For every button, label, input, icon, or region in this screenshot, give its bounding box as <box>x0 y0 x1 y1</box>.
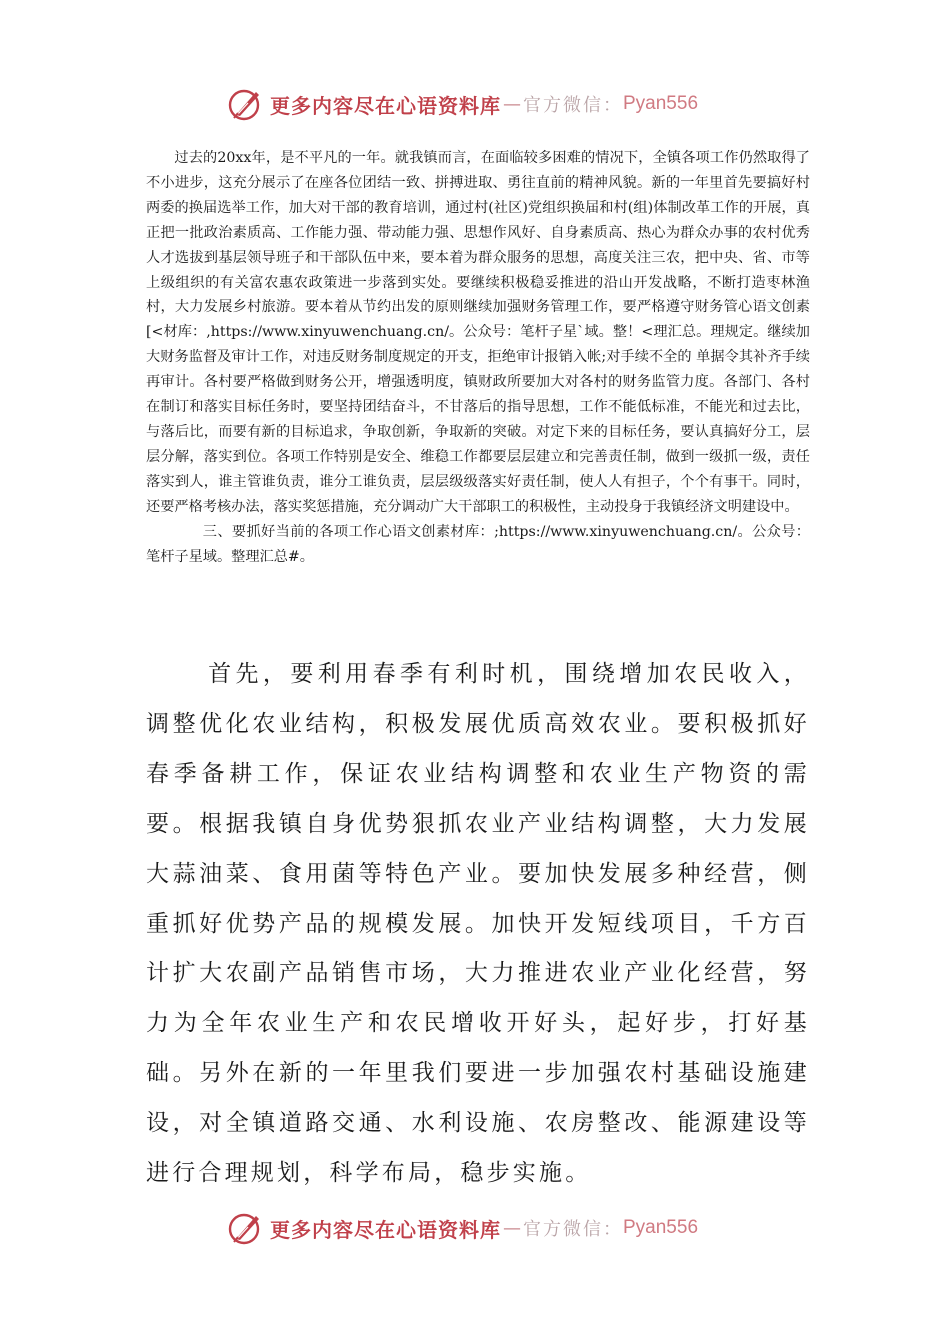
header-watermark-banner <box>226 84 746 124</box>
banner-site-name: 更多内容尽在心语资料库 <box>270 1217 501 1242</box>
banner-wechat-id: Pyan556 <box>623 93 699 114</box>
banner-wechat-label: 官方微信： <box>523 95 623 116</box>
section-heading-3: 三、要抓好当前的各项工作心语文创素材库：;https://www.xinyuwenchuang.cn/。公众号：笔杆子星域。整理汇总#。 <box>146 523 810 565</box>
small-text-body <box>146 146 810 569</box>
banner-dash: — <box>503 93 521 115</box>
paragraph-agriculture: 首先，要利用春季有利时机，围绕增加农民收入，调整优化农业结构，积极发展优质高效农业。要积极抓好春季备耕工作，保证农业结构调整和农业生产物资的需要。根据我镇自身优势狠抓农业产业结构调整，大力发展大蒜油菜、食用菌等特色产业。要加快发展多种经营，侧重抓好优势产品的规模发展。加快开发短线项目，千方百计扩大农副产品销售市场，大力推进农业产业化经营，努力为全年农业生产和农民增收开好头，起好步，打好基础。另外在新的一年里我们要进一步加强农村基础设施建设，对全镇道路交通、水利设施、农房整改、能源建设等进行合理规划，科学布局，稳步实施。 <box>146 661 810 1187</box>
quill-logo-icon <box>226 1208 266 1248</box>
banner-dash: — <box>503 1217 521 1239</box>
banner-wechat-label: 官方微信： <box>523 1219 623 1240</box>
footer-watermark-banner <box>226 1208 746 1248</box>
banner-wechat-id: Pyan556 <box>623 1217 699 1238</box>
paragraph-review: 过去的20xx年，是不平凡的一年。就我镇而言，在面临较多困难的情况下，全镇各项工作仍然取得了不小进步，这充分展示了在座各位团结一致、拼搏进取、勇往直前的精神风貌。新的一年里首先要搞好村两委的换届选举工作，加大对干部的教育培训，通过村(社区)党组织换届和村(组)体制改革工作的开展，真正把一批政治素质高、工作能力强、带动能力强、思想作风好、自身素质高、热心为群众办事的农村优秀人才选拔到基层领导班子和干部队伍中来，要本着为群众服务的思想，高度关注三农，把中央、省、市等上级组织的有关富农惠农政策进一步落到实处。要继续积极稳妥推进的沿山开发战略，不断打造枣林渔村，大力发展乡村旅游。要本着从节约出发的原则继续加强财务管理工作，要严格遵守财务管心语文创素[<材库：,https://www.xinyuwenchuang.cn/。公众号：笔杆子星`域。整！<理汇总。理规定。继续加大财务监督及审计工作，对违反财务制度规定的开支，拒绝审计报销入帐;对手续不全的 单据令其补齐手续再审计。各村要严格做到财务公开，增强透明度，镇财政所要加大对各村的财务监管力度。各部门、各村在制订和落实目标任务时，要坚持团结奋斗，不甘落后的指导思想，工作不能低标准，不能光和过去比，与落后比，而要有新的目标追求，争取创新，争取新的突破。对定下来的目标任务，要认真搞好分工，层层分解，落实到位。各项工作特别是安全、维稳工作都要层层建立和完善责任制，做到一级抓一级，责任落实到人，谁主管谁负责，谁分工谁负责，层层级级落实好责任制，使人人有担子，个个有事干。同时，还要严格考核办法，落实奖惩措施，充分调动广大干部职工的积极性，主动投身于我镇经济文明建设中。 <box>146 150 810 515</box>
banner-site-name: 更多内容尽在心语资料库 <box>270 93 501 118</box>
quill-logo-icon <box>226 84 266 124</box>
